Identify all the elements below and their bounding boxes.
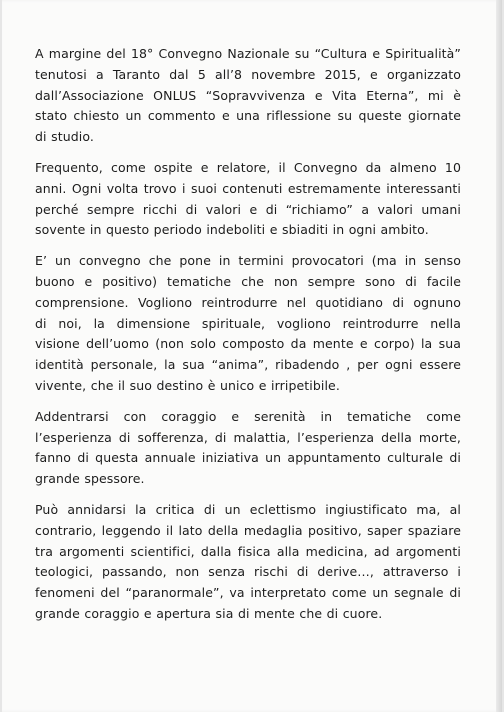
text-line: tra argomenti scientifici, dalla fisica alla medicina, ad argomenti bbox=[35, 543, 461, 559]
text-line: grande coraggio e apertura sia di mente che di cuore. bbox=[35, 605, 383, 621]
text-line: l’esperienza di sofferenza, di malattia, l’esperienza della morte, bbox=[35, 429, 461, 445]
text-line: Frequento, come ospite e relatore, il Convegno da almeno 10 bbox=[35, 159, 461, 175]
text-line: comprensione. Vogliono reintrodurre nel quotidiano di ognuno bbox=[35, 294, 461, 310]
paragraph-5 bbox=[35, 500, 461, 625]
text-line: stato chiesto un commento e una riflessione su queste giornate bbox=[35, 108, 461, 124]
text-line: contrario, leggendo il lato della medaglia positivo, saper spaziare bbox=[35, 522, 461, 538]
text-line: perché sempre ricchi di valori e di “richiamo” a valori umani bbox=[35, 201, 461, 217]
text-line: di noi, la dimensione spirituale, vogliono reintrodurre nella bbox=[35, 315, 461, 331]
text-line: anni. Ogni volta trovo i suoi contenuti estremamente interessanti bbox=[35, 180, 461, 196]
paragraph-4 bbox=[35, 407, 461, 490]
document-body bbox=[35, 44, 461, 635]
document-page bbox=[2, 0, 502, 712]
text-line: di studio. bbox=[35, 129, 94, 145]
text-line: sovente in questo periodo indeboliti e sbiaditi in ogni ambito. bbox=[35, 222, 429, 238]
text-line: buono e positivo) tematiche che non sempre sono di facile bbox=[35, 273, 461, 289]
text-line: grande spessore. bbox=[35, 471, 145, 487]
text-line: Può annidarsi la critica di un eclettismo ingiustificato ma, al bbox=[35, 501, 461, 517]
text-line: fenomeni del “paranormale”, va interpretato come un segnale di bbox=[35, 585, 461, 601]
text-line: tenutosi a Taranto dal 5 all’8 novembre 2015, e organizzato bbox=[35, 66, 461, 82]
text-line: A margine del 18° Convegno Nazionale su “Cultura e Spiritualità” bbox=[35, 46, 461, 61]
page-edge-shadow bbox=[496, 0, 502, 712]
text-line: Addentrarsi con coraggio e serenità in tematiche come bbox=[35, 408, 461, 424]
text-line: fanno di questa annuale iniziativa un appuntamento culturale di bbox=[35, 450, 461, 466]
paragraph-2 bbox=[35, 158, 461, 241]
text-line: dall’Associazione ONLUS “Sopravvivenza e Vita Eterna”, mi è bbox=[35, 87, 461, 103]
text-line: teologici, passando, non senza rischi di derive…, attraverso i bbox=[35, 564, 461, 580]
paragraph-3 bbox=[35, 251, 461, 397]
text-line: E’ un convegno che pone in termini provocatori (ma in senso bbox=[35, 253, 461, 269]
text-line: vivente, che il suo destino è unico e irripetibile. bbox=[35, 377, 340, 393]
paragraph-1 bbox=[35, 44, 461, 148]
text-line: visione dell’uomo (non solo composto da mente e corpo) la sua bbox=[35, 336, 461, 352]
text-line: identità personale, la sua “anima”, ribadendo , per ogni essere bbox=[35, 357, 461, 373]
